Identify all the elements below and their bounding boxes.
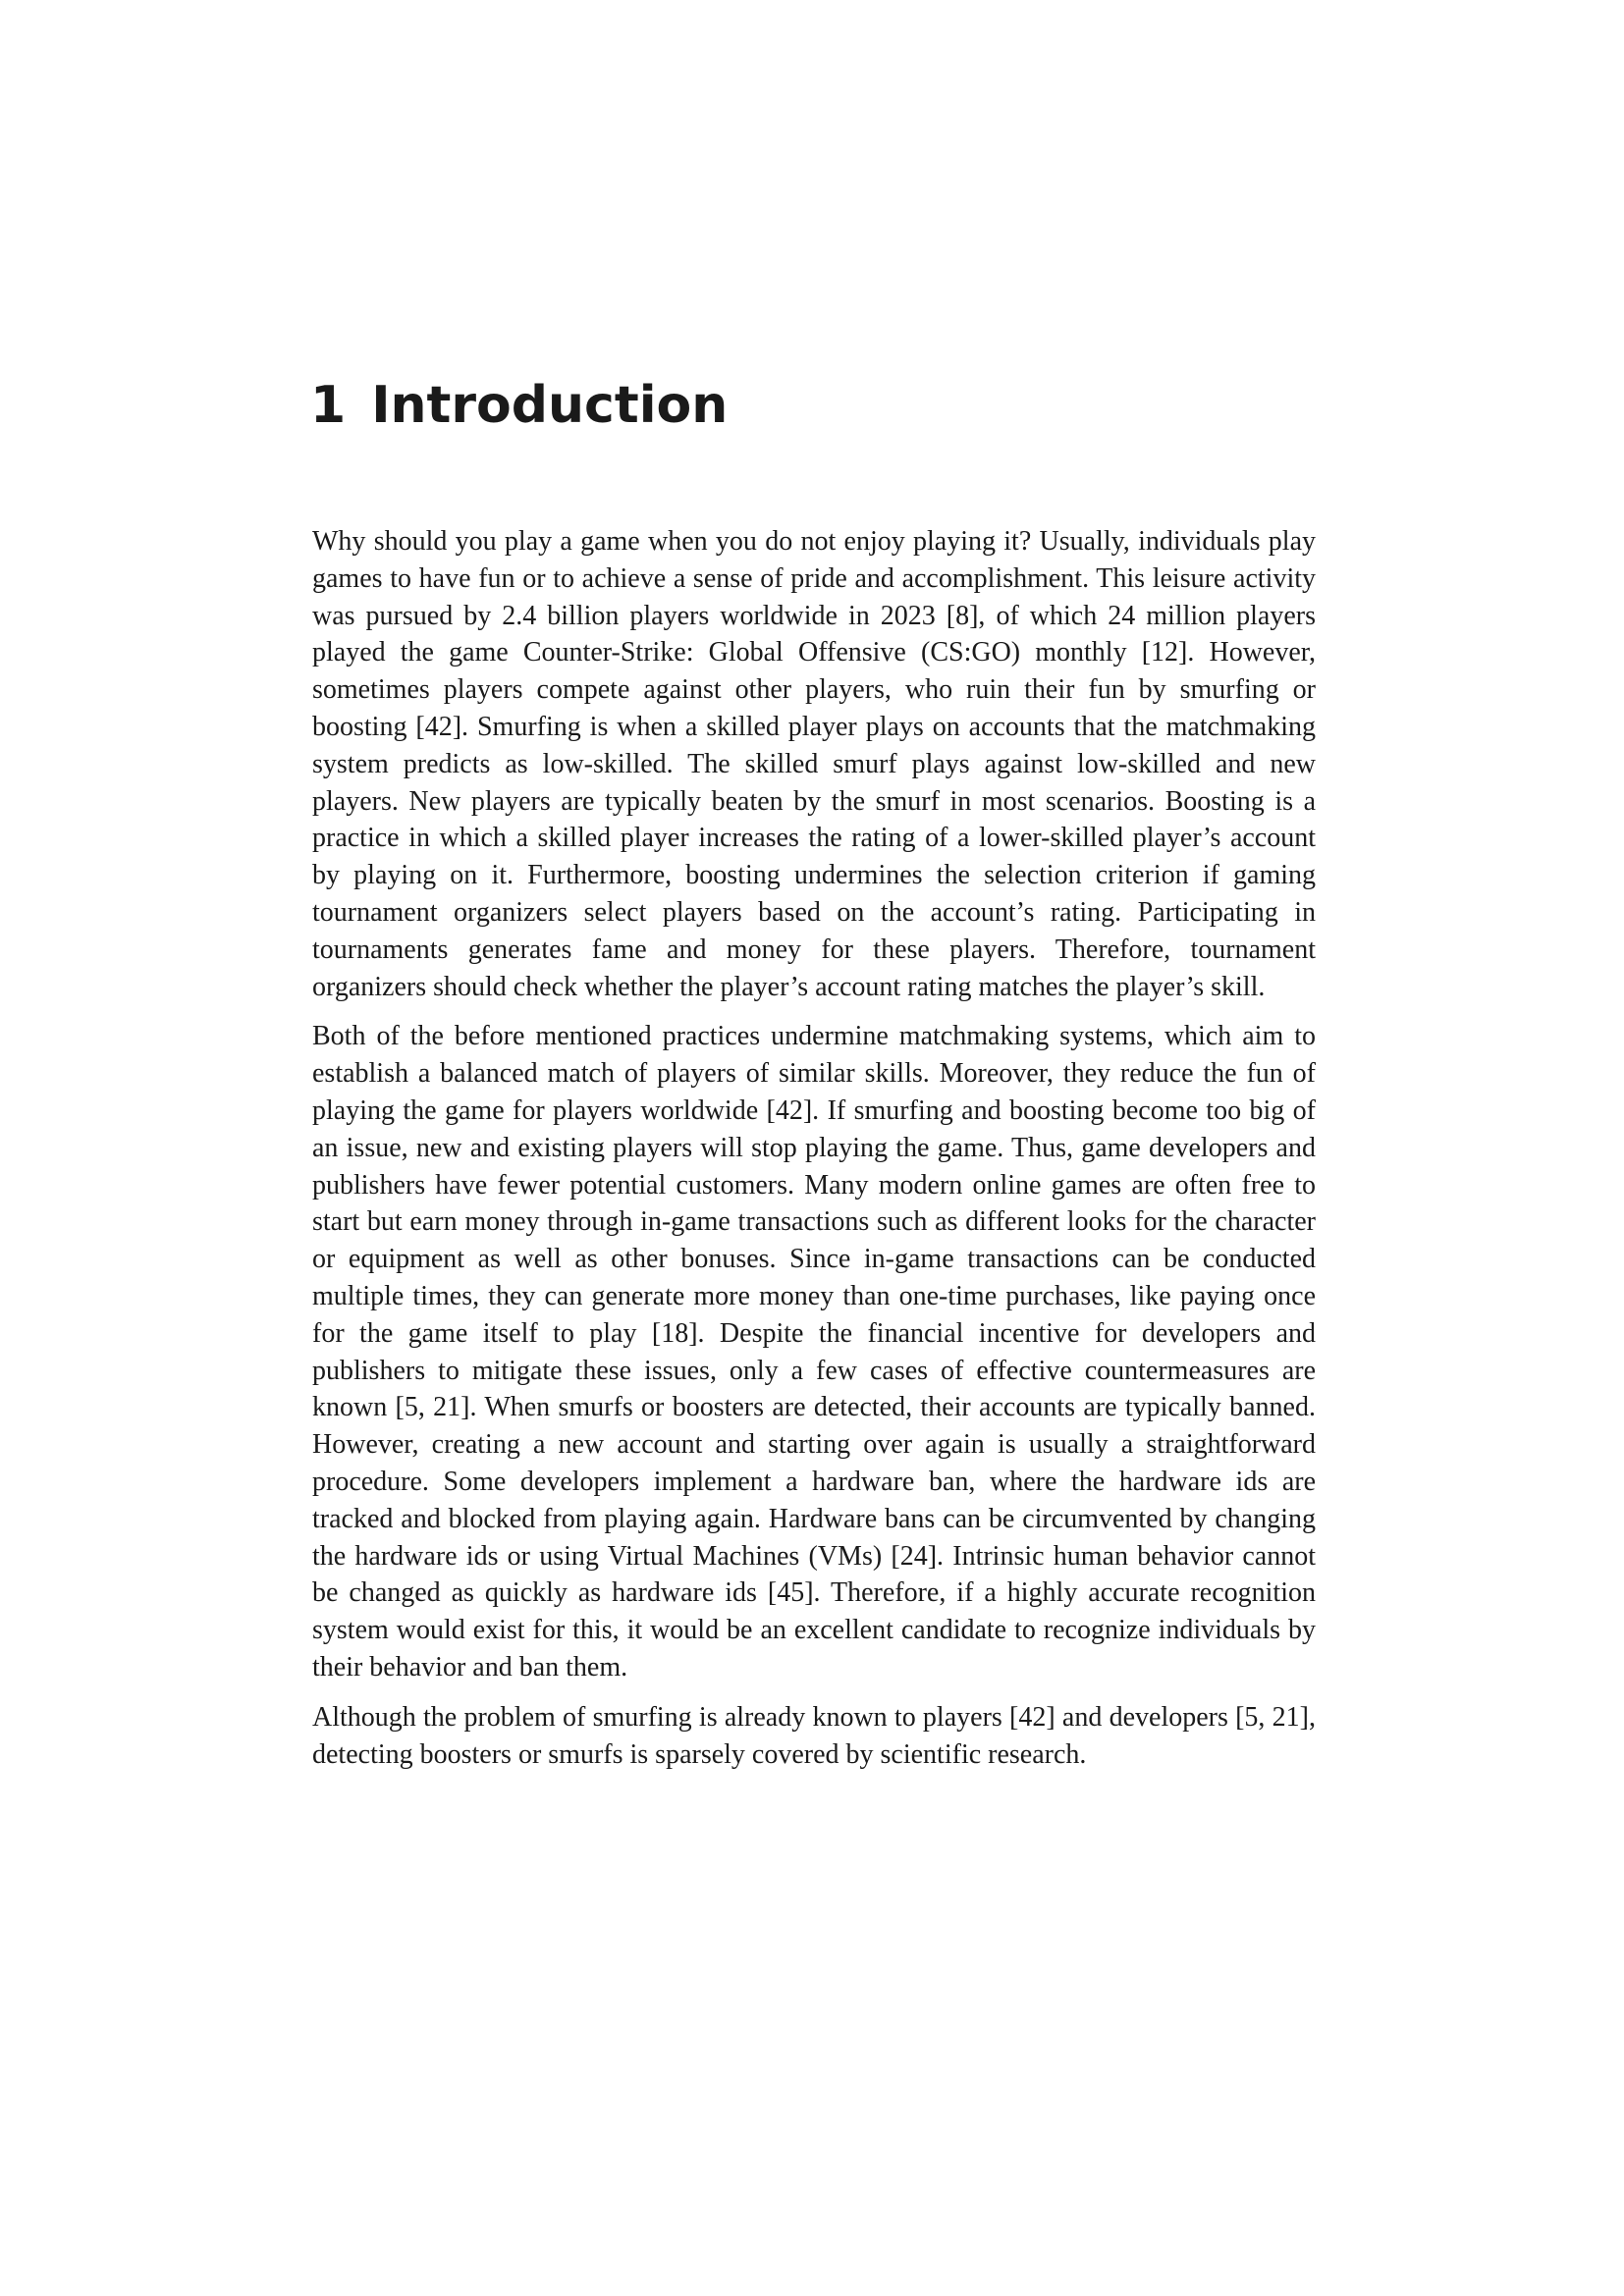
chapter-heading — [310, 375, 728, 436]
body-text — [312, 523, 1316, 1786]
chapter-number: 1 — [310, 376, 347, 435]
paragraph-3: Although the problem of smurfing is already known to players [42] and developers [5, 21], detecting boosters or smurfs is sparsely covered by scientific research. — [312, 1701, 1316, 1770]
paragraph-2: Both of the before mentioned practices undermine matchmaking systems, which aim to establish a balanced match of players of similar skills. Moreover, they reduce the fun of playing the game for players worldwide [42]. If smurfing and boosting become too big of an issue, new and existing players will stop playing the game. Thus, game developers and publishers have fewer potential customers. Many modern online games are often free to start but earn money through in-game transactions such as different looks for the character or equipment as well as other bonuses. Since in-game transactions can be conducted multiple times, they can generate more money than one-time purchases, like paying once for the game itself to play [18]. Despite the financial incentive for developers and publishers to mitigate these issues, only a few cases of effective countermeasures are known [5, 21]. When smurfs or boosters are detected, their accounts are typically banned. However, creating a new account and starting over again is usually a straightforward procedure. Some developers implement a hardware ban, where the hardware ids are tracked and blocked from playing again. Hardware bans can be circumvented by changing the hardware ids or using Virtual Machines (VMs) [24]. Intrinsic human behavior cannot be changed as quickly as hardware ids [45]. Therefore, if a highly accurate recognition system would exist for this, it would be an excellent candidate to recognize individuals by their behavior and ban them. — [312, 1021, 1316, 1682]
chapter-title: Introduction — [371, 376, 729, 435]
paragraph-1: Why should you play a game when you do not enjoy playing it? Usually, individuals play games to have fun or to achieve a sense of pride and accomplishment. This leisure activity was pursued by 2.4 billion players worldwide in 2023 [8], of which 24 million players played the game Counter-Strike: Global Offensive (CS:GO) monthly [12]. However, sometimes players compete against other players, who ruin their fun by smurfing or boosting [42]. Smurfing is when a skilled player plays on accounts that the matchmaking system predicts as low-skilled. The skilled smurf plays against low-skilled and new players. New players are typically beaten by the smurf in most scenarios. Boosting is a practice in which a skilled player increases the rating of a lower-skilled player’s account by playing on it. Furthermore, boosting undermines the selection criterion if gaming tournament organizers select players based on the account’s rating. Participating in tournaments generates fame and money for these players. Therefore, tournament organizers should check whether the player’s account rating matches the player’s skill. — [312, 526, 1316, 1002]
